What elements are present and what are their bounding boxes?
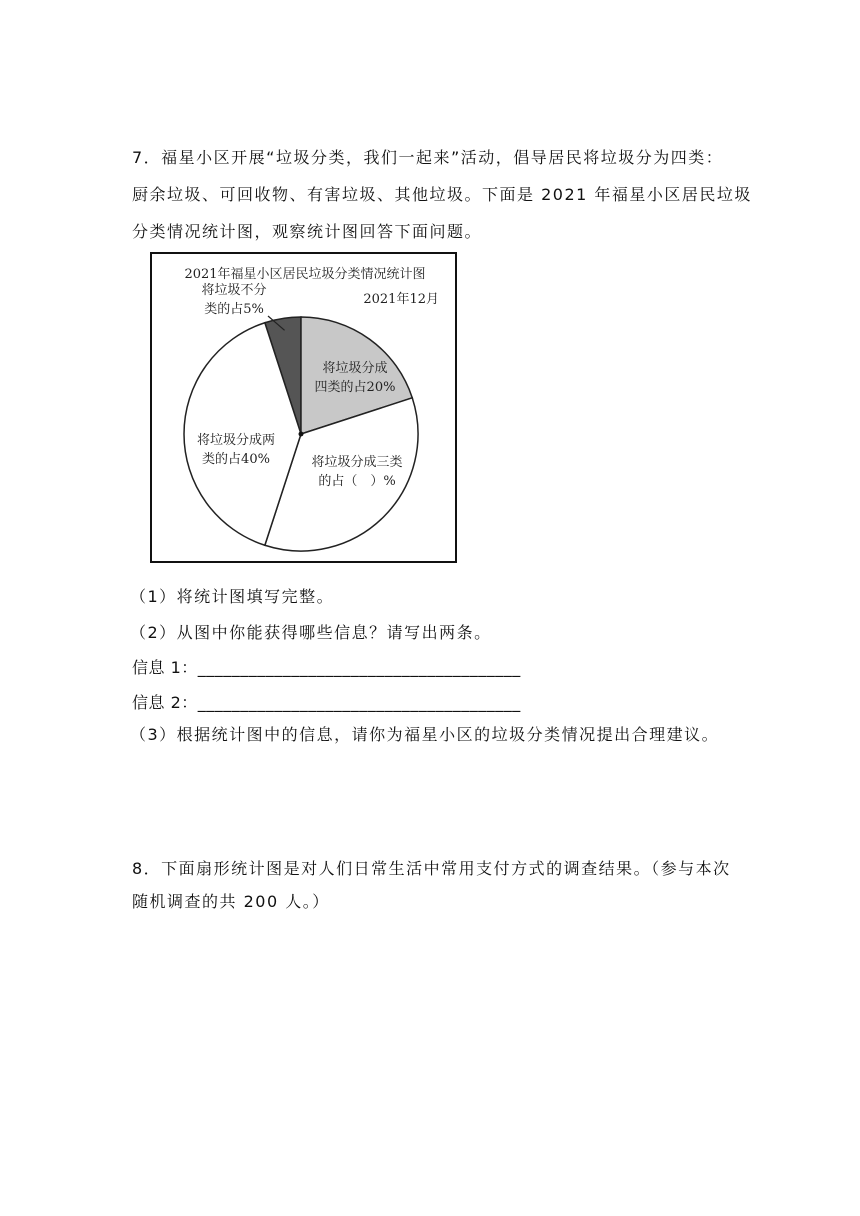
pie-chart <box>152 254 459 565</box>
q7-line-2: 厨余垃圾、可回收物、有害垃圾、其他垃圾。下面是 2021 年福星小区居民垃圾 <box>132 185 752 204</box>
q8-line-2: 随机调查的共 200 人。） <box>132 892 330 911</box>
chart-title: 2021年福星小区居民垃圾分类情况统计图 <box>184 267 426 282</box>
pie-label-3-line2: 类的占40% <box>202 452 270 467</box>
pie-label-2-line1: 将垃圾分成三类 <box>311 455 403 470</box>
pie-label-0-line2: 类的占5% <box>204 302 264 317</box>
q7-info-2[interactable]: 信息 2：______________________________________ <box>132 693 521 712</box>
q8-line-1: 8．下面扇形统计图是对人们日常生活中常用支付方式的调查结果。（参与本次 <box>132 859 731 878</box>
q7-line-1: 7．福星小区开展“垃圾分类，我们一起来”活动，倡导居民将垃圾分为四类： <box>132 148 724 167</box>
q7-sub-1: （1）将统计图填写完整。 <box>130 587 335 606</box>
q7-sub-2: （2）从图中你能获得哪些信息？请写出两条。 <box>130 623 492 642</box>
q7-sub-3: （3）根据统计图中的信息，请你为福星小区的垃圾分类情况提出合理建议。 <box>130 725 720 744</box>
chart-subtitle: 2021年12月 <box>363 292 439 307</box>
q7-line-3: 分类情况统计图，观察统计图回答下面问题。 <box>132 222 483 241</box>
pie-label-1-line2: 四类的占20% <box>314 380 396 395</box>
pie-center-dot <box>299 432 304 437</box>
pie-label-1-line1: 将垃圾分成 <box>322 361 388 376</box>
pie-chart-box <box>150 252 457 563</box>
pie-label-2-line2: 的占（ ）% <box>318 474 396 489</box>
pie-label-0-line1: 将垃圾不分 <box>201 283 267 298</box>
q7-info-1[interactable]: 信息 1：______________________________________ <box>132 658 521 677</box>
pie-label-3-line1: 将垃圾分成两 <box>196 433 276 448</box>
